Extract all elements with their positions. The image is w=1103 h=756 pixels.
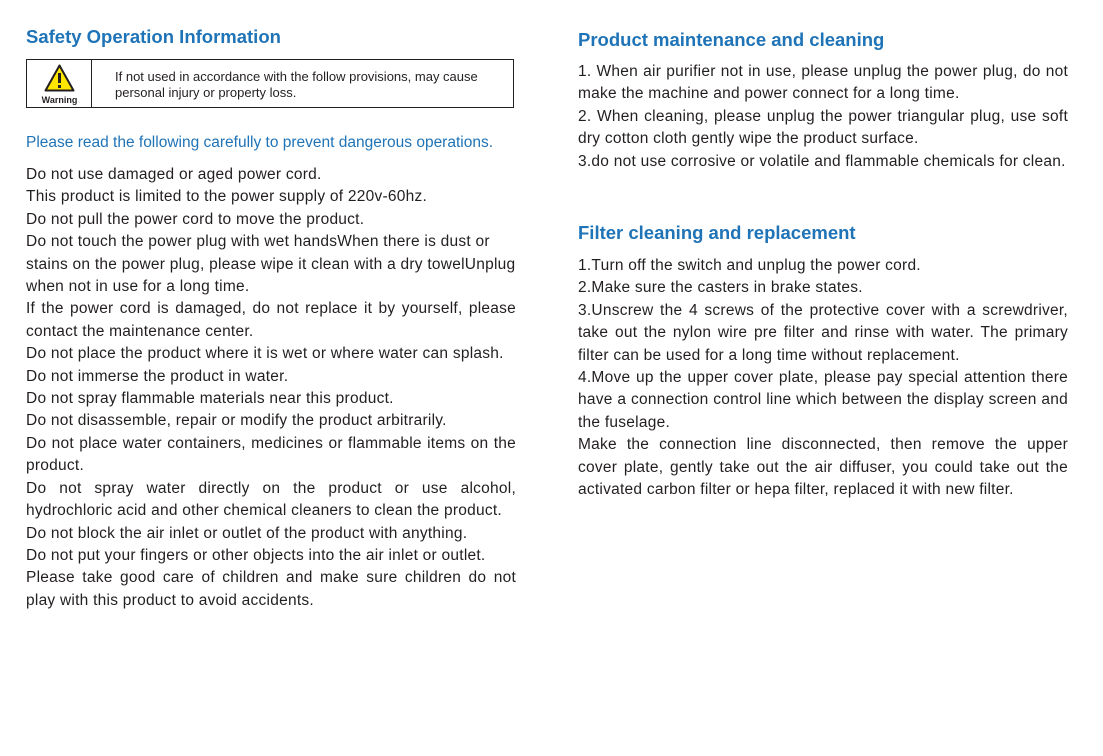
- list-item: Do not touch the power plug with wet handsWhen there is dust or stains on the power plug, please wipe it clean with a dry towelUnplug when not in use for a long time.: [26, 233, 516, 296]
- filter-heading: Filter cleaning and replacement: [578, 222, 856, 243]
- list-item: Do not block the air inlet or outlet of the product with anything.: [26, 524, 468, 542]
- list-item: Do not place the product where it is wet or where water can splash.: [26, 345, 504, 363]
- list-item: Do not spray water directly on the product or use alcohol, hydrochloric acid and other chemical cleaners to clean the product.: [26, 479, 516, 520]
- list-item: 1. When air purifier not in use, please unplug the power plug, do not make the machine and power connect for a long time.: [578, 63, 1068, 103]
- maintenance-heading: Product maintenance and cleaning: [578, 29, 885, 50]
- maintenance-list: [578, 61, 1068, 173]
- warning-triangle-icon: [44, 64, 75, 92]
- safety-heading: Safety Operation Information: [26, 26, 281, 47]
- list-item: Do not place water containers, medicines or flammable items on the product.: [26, 434, 516, 475]
- list-item: 2.Make sure the casters in brake states.: [578, 279, 863, 297]
- list-item: 1.Turn off the switch and unplug the power cord.: [578, 257, 921, 274]
- list-item: Make the connection line disconnected, then remove the upper cover plate, gently take out the air diffuser, you could take out the activated carbon filter or hepa filter, replaced it with new filter.: [578, 436, 1068, 499]
- list-item: If the power cord is damaged, do not replace it by yourself, please contact the maintenance center.: [26, 300, 516, 340]
- list-item: 3.Unscrew the 4 screws of the protective cover with a screwdriver, take out the nylon wire pre filter and rinse with water. The primary filter can be used for a long time without replacement.: [578, 301, 1068, 364]
- filter-list: [578, 255, 1068, 501]
- warning-label: Warning: [41, 95, 78, 105]
- list-item: Please take good care of children and make sure children do not play with this product to avoid accidents.: [26, 569, 516, 609]
- safety-intro: Please read the following carefully to prevent dangerous operations.: [26, 134, 494, 151]
- list-item: 4.Move up the upper cover plate, please pay special attention there have a connection control line which between the display screen and the fuselage.: [578, 369, 1068, 431]
- warning-box: [26, 59, 514, 108]
- list-item: Do not pull the power cord to move the product.: [26, 210, 365, 228]
- list-item: 3.do not use corrosive or volatile and flammable chemicals for clean.: [578, 152, 1066, 170]
- warning-text: If not used in accordance with the follow provisions, may cause personal injury or property loss.: [115, 69, 478, 100]
- safety-list: [26, 164, 516, 612]
- list-item: This product is limited to the power supply of 220v-60hz.: [26, 188, 428, 206]
- list-item: Do not disassemble, repair or modify the product arbitrarily.: [26, 412, 447, 430]
- list-item: 2. When cleaning, please unplug the power triangular plug, use soft dry cotton cloth gently wipe the product surface.: [578, 107, 1068, 148]
- list-item: Do not use damaged or aged power cord.: [26, 166, 322, 183]
- list-item: Do not immerse the product in water.: [26, 367, 289, 385]
- list-item: Do not put your fingers or other objects into the air inlet or outlet.: [26, 546, 486, 564]
- warning-icon-cell: [27, 60, 92, 107]
- list-item: Do not spray flammable materials near this product.: [26, 390, 394, 408]
